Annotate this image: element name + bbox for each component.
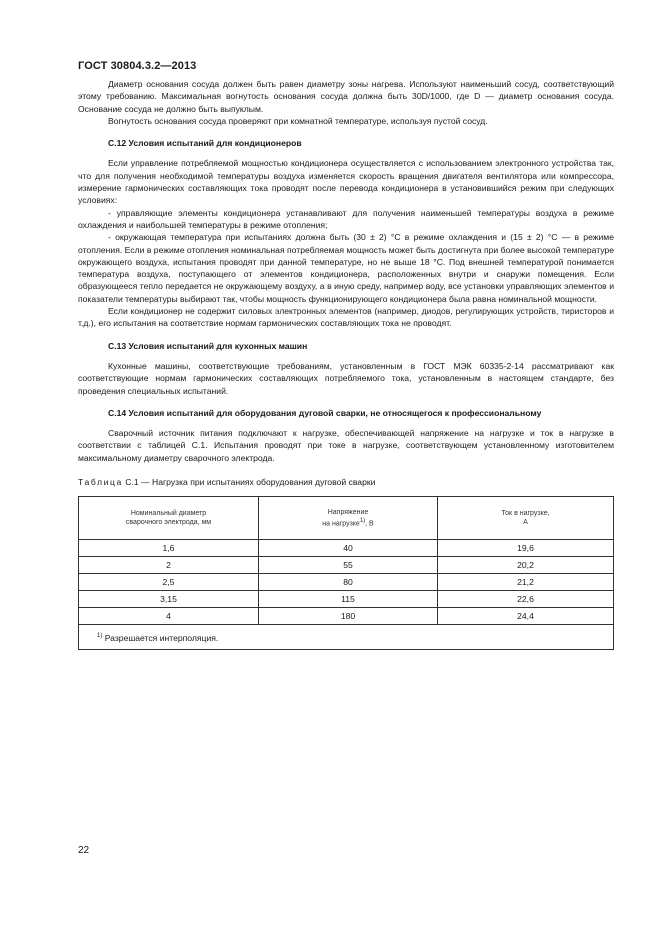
paragraph: Вогнутость основания сосуда проверяют при комнатной температуре, используя пустой сосуд. (108, 115, 488, 126)
table-row (79, 591, 614, 608)
cell-voltage: 40 (259, 540, 438, 557)
paragraph: - управляющие элементы кондиционера устанавливают для получения наименьшей температуры воздуха в режиме охлаждения и наибольшей температуры в режиме отопления; (78, 207, 614, 230)
cell-current: 24,4 (438, 608, 614, 625)
table-label: Таблица (78, 477, 123, 488)
table-footnote: $^{1)}$ Разрешается интерполяция. (79, 625, 614, 650)
paragraph: Если управление потребляемой мощностью кондиционера осуществляется с использованием электронного устройства так, что для получения необходимой температуры воздуха изменяется скорость вращения двигателя вентилятора или компрессора, измерение гармонических составляющих тока проводят после перевода кондиционера в установившийся режим при следующих условиях: (78, 158, 614, 206)
cell-voltage: 80 (259, 574, 438, 591)
paragraph: Кухонные машины, соответствующие требованиям, установленным в ГОСТ МЭК 60335-2-14 рассматривают как соответствующие нормам гармонических составляющих потребляемого тока, установленным в настоящем стандарте, без проведения специальных испытаний. (78, 360, 614, 396)
paragraph: Если кондиционер не содержит силовых электронных элементов (например, диодов, регулирующих устройств, тиристоров и т.д.), его испытания на соответствие нормам гармонических составляющих тока не проводят. (78, 306, 614, 329)
table-row (79, 608, 614, 625)
table-header-row (79, 497, 614, 540)
paragraph: - окружающая температура при испытаниях должна быть (30 ± 2) °С в режиме охлаждения и (15 ± 2) °С — в режиме отопления. Если в режиме отопления номинальная потребляемая мощность может быть достигнута при более высокой температуре окружающего воздуха, испытания проводят при данной температуре, но не выше 18 °С. Под внешней температурой понимается температура воздуха, поступающего от элементов кондиционера, расположенных внутри и снаружи помещения. Если образующееся тепло передается не окружающему воздуху, а в иную среду, например воду, все установки управляющих элементов и показатели температуры выбирают так, чтобы мощность функционирующего кондиционера была равна номинальной мощности. (78, 232, 614, 304)
table-footnote-row (79, 625, 614, 650)
cell-diameter: 2,5 (79, 574, 259, 591)
cell-diameter: 2 (79, 557, 259, 574)
cell-voltage: 180 (259, 608, 438, 625)
welding-load-table (78, 496, 614, 650)
table-row (79, 574, 614, 591)
table-caption (78, 476, 614, 488)
section-heading-c14: С.14 Условия испытаний для оборудования дуговой сварки, не относящегося к профессиональному (108, 407, 542, 418)
cell-current: 19,6 (438, 540, 614, 557)
page-content (78, 78, 614, 650)
paragraph: Диаметр основания сосуда должен быть равен диаметру зоны нагрева. Используют наименьший сосуд, соответствующий этому требованию. Максимальная вогнутость основания сосуда должна быть 30D/1000, где D — диаметр основания сосуда. Основание сосуда не должно быть выпуклым. (78, 79, 614, 114)
document-header: ГОСТ 30804.3.2—2013 (78, 60, 197, 72)
cell-current: 20,2 (438, 557, 614, 574)
column-header-current: Ток в нагрузке, А (438, 497, 614, 540)
cell-current: 21,2 (438, 574, 614, 591)
table-row (79, 540, 614, 557)
cell-diameter: 1,6 (79, 540, 259, 557)
section-heading-c12: С.12 Условия испытаний для кондиционеров (108, 138, 302, 149)
cell-voltage: 115 (259, 591, 438, 608)
table-row (79, 557, 614, 574)
page-number: 22 (78, 845, 90, 856)
cell-current: 22,6 (438, 591, 614, 608)
cell-diameter: 4 (79, 608, 259, 625)
table-caption-text: С.1 — Нагрузка при испытаниях оборудования дуговой сварки (125, 477, 376, 488)
column-header-diameter: Номинальный диаметр сварочного электрода, мм (79, 497, 259, 540)
cell-voltage: 55 (259, 557, 438, 574)
paragraph: Сварочный источник питания подключают к нагрузке, обеспечивающей напряжение на нагрузке и ток в нагрузке в соответствии с таблицей С.1. Испытания проводят при токе в нагрузке, соответствующем установленному изготовителем максимальному диаметру сварочного электрода. (78, 428, 614, 463)
cell-diameter: 3,15 (79, 591, 259, 608)
column-header-voltage: Напряжение на нагрузке$^{1)}$, В (259, 497, 438, 540)
section-heading-c13: С.13 Условия испытаний для кухонных машин (108, 340, 308, 351)
